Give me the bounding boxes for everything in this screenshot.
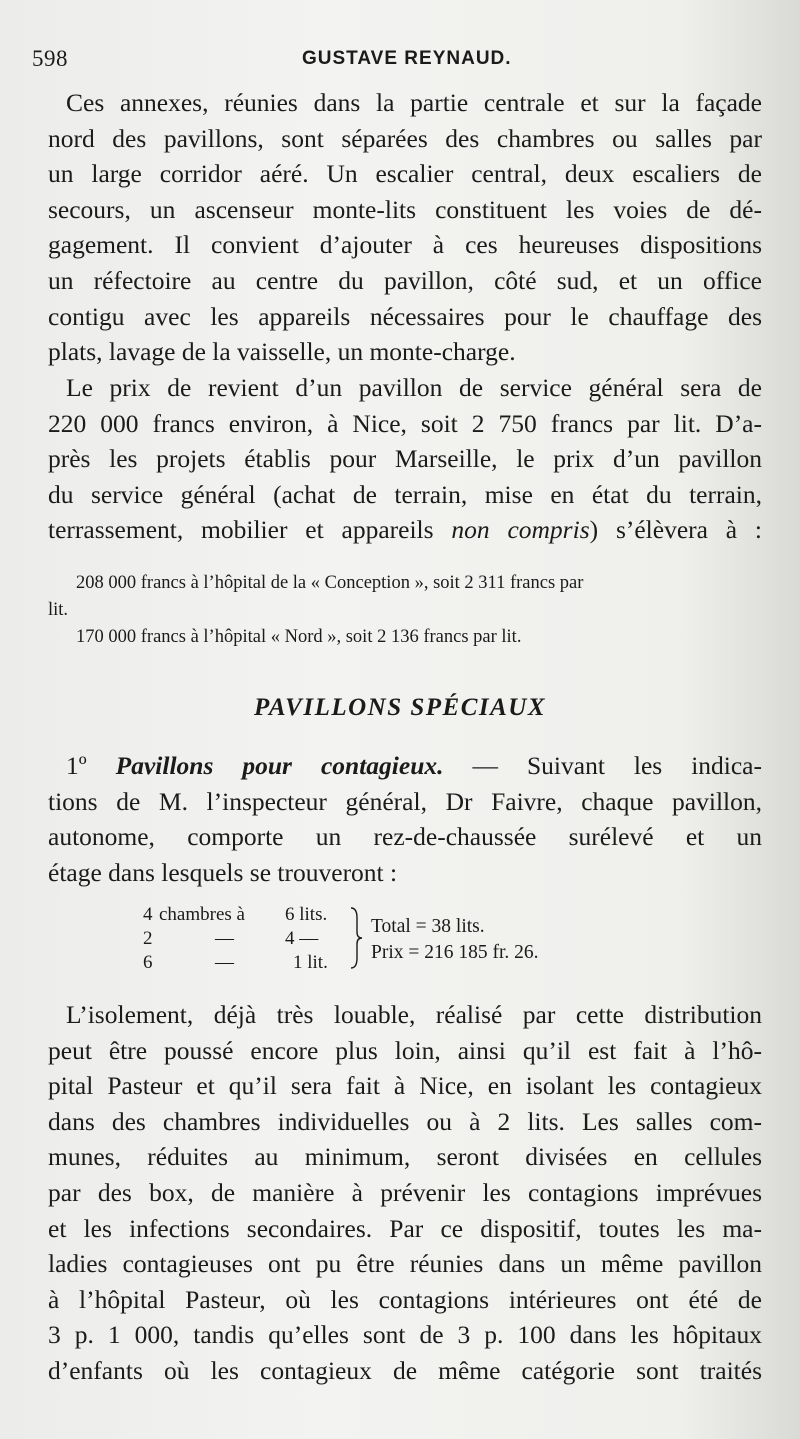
total-beds: Total = 38 lits. [371, 916, 485, 937]
text-line: par des box, de manière à prévenir les contagions imprévues [48, 1177, 762, 1207]
cost-item-continuation: lit. [48, 600, 69, 620]
room-count: 2 [143, 928, 153, 949]
section-title: PAVILLONS SPÉCIAUX [253, 694, 547, 721]
text-line: autonome, comporte un rez-de-chaussée surélevé et un [48, 822, 762, 852]
text-fragment: — Suivant les indica- [443, 751, 762, 780]
room-label: — [215, 952, 234, 973]
text-line-with-italic [48, 512, 762, 548]
text-line: du service général (achat de terrain, mise en état du terrain, [48, 479, 762, 509]
text-line: tions de M. l’inspecteur général, Dr Faivre, chaque pavillon, [48, 786, 762, 816]
paragraph-isolation [48, 997, 762, 1389]
text-line: près les projets établis pour Marseille, le prix d’un pavillon [48, 444, 762, 474]
room-label: chambres à [159, 904, 245, 925]
bed-count: 4 — [285, 928, 319, 949]
cost-item: 170 000 francs à l’hôpital « Nord », soit 2 136 francs par lit. [76, 627, 522, 647]
running-title: GUSTAVE REYNAUD. [302, 48, 512, 69]
cost-list [48, 570, 783, 651]
text-fragment: ) s’élèvera à : [589, 515, 763, 545]
text-line: un réfectoire au centre du pavillon, côté sud, et un office [48, 265, 762, 295]
text-line: ladies contagieuses ont pu être réunies dans un même pavillon [48, 1249, 762, 1279]
text-line: étage dans lesquels se trouveront : [48, 857, 398, 887]
room-label: — [215, 928, 234, 949]
text-line: à l’hôpital Pasteur, où les contagions intérieures ont été de [48, 1284, 762, 1314]
text-line: un large corridor aéré. Un escalier central, deux escaliers de [48, 159, 762, 189]
text-line: peut être poussé encore plus loin, ainsi qu’il est fait à l’hô- [48, 1035, 762, 1065]
rooms-table [143, 900, 663, 980]
text-line: pital Pasteur et qu’il sera fait à Nice, en isolant les contagieux [48, 1071, 762, 1101]
total-price: Prix = 216 185 fr. 26. [371, 942, 539, 963]
text-line: Ces annexes, réunies dans la partie centrale et sur la façade [66, 88, 762, 117]
text-line: et les infections secondaires. Par ce dispositif, toutes les ma- [48, 1213, 762, 1243]
text-line: gagement. Il convient d’ajouter à ces heureuses dispositions [48, 230, 762, 260]
text-line: munes, réduites au minimum, seront divisées en cellules [48, 1142, 762, 1172]
room-count: 6 [143, 952, 153, 973]
brace-symbol [349, 906, 363, 970]
italic-text: non compris [451, 515, 590, 545]
page-header [30, 44, 770, 76]
text-line: 3 p. 1 000, tandis qu’elles sont de 3 p. 100 dans les hôpitaux [48, 1320, 762, 1350]
page-number: 598 [32, 46, 68, 71]
table-totals [371, 914, 539, 966]
paragraph-contagious [48, 748, 762, 890]
item-number: 1º [66, 751, 116, 780]
paragraph-annexes [48, 85, 762, 370]
text-line-with-heading [48, 748, 762, 784]
text-line: plats, lavage de la vaisselle, un monte-charge. [48, 337, 516, 367]
text-line: d’enfants où les contagieux de même catégorie sont traités [48, 1355, 762, 1385]
text-line: L’isolement, déjà très louable, réalisé par cette distribution [66, 1000, 762, 1029]
text-line: 220 000 francs environ, à Nice, soit 2 750 francs par lit. D’a- [48, 408, 762, 438]
run-in-heading: Pavillons pour contagieux. [115, 751, 444, 780]
text-line: Le prix de revient d’un pavillon de service général sera de [66, 373, 762, 402]
text-fragment: terrassement, mobilier et appareils [48, 515, 452, 545]
room-count: 4 [143, 904, 153, 925]
paragraph-cost [48, 370, 762, 548]
text-line: dans des chambres individuelles ou à 2 lits. Les salles com- [48, 1106, 762, 1136]
cost-item: 208 000 francs à l’hôpital de la « Conception », soit 2 311 francs par [76, 573, 584, 593]
bed-count: 6 lits. [285, 904, 328, 925]
text-line: nord des pavillons, sont séparées des chambres ou salles par [48, 123, 762, 153]
text-line: contigu avec les appareils nécessaires pour le chauffage des [48, 301, 762, 331]
text-line: secours, un ascenseur monte-lits constituent les voies de dé- [48, 194, 762, 224]
bed-count: 1 lit. [293, 952, 328, 973]
